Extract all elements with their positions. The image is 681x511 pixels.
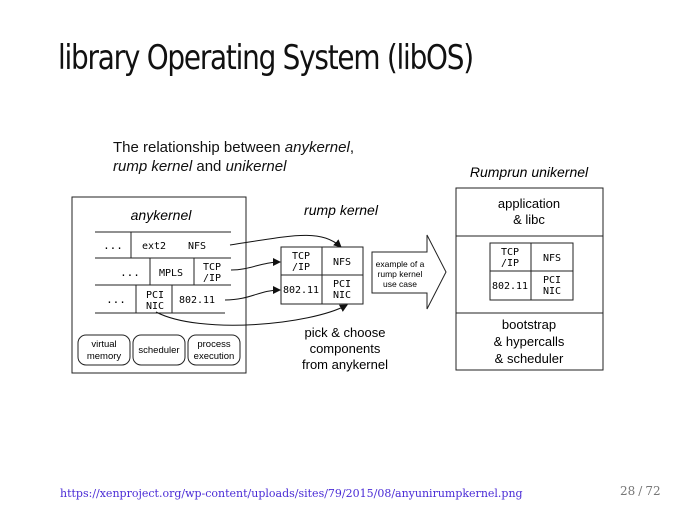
example-block-arrow (372, 235, 446, 309)
anykernel-title: anykernel (130, 207, 192, 223)
anykernel-pci-line1: PCI (145, 290, 165, 301)
process-execution-line2: execution (193, 351, 235, 362)
block-arrow-line3: use case (382, 279, 418, 289)
block-arrow-line1: example of a (375, 259, 425, 269)
anykernel-row2-dots: ... (120, 266, 140, 279)
anykernel-row1-dots: ... (103, 239, 123, 252)
rump-tcp-line2: /IP (291, 262, 311, 273)
rumprun-pci-line2: NIC (542, 286, 562, 297)
rump-pci-line2: NIC (332, 290, 352, 301)
rumprun-boot-line2: & hypercalls (493, 334, 565, 349)
rumprun-wifi: 802.11 (491, 281, 529, 292)
rump-nfs: NFS (332, 257, 352, 268)
rumprun-components (490, 243, 573, 300)
rumprun-box (456, 188, 603, 370)
arrow-nfs-to-rump (230, 235, 341, 247)
anykernel-box (72, 197, 246, 373)
page-total: 72 (645, 484, 661, 498)
rumprun-nfs: NFS (542, 253, 562, 264)
slide-title: library Operating System (libOS) (58, 38, 473, 78)
source-link[interactable]: https://xenproject.org/wp-content/uploads/sites/79/2015/08/anyunirumpkernel.png (60, 487, 523, 500)
rumprun-pci-line1: PCI (542, 275, 562, 286)
anykernel-mpls: MPLS (158, 268, 184, 279)
rumprun-tcp-line1: TCP (500, 247, 520, 258)
anykernel-row3-dots: ... (106, 293, 126, 306)
rump-kernel-title: rump kernel (304, 202, 378, 218)
diagram-heading-line2: rump kernel and unikernel (113, 158, 287, 175)
rumprun-app-line2: & libc (513, 212, 545, 227)
block-arrow-line2: rump kernel (377, 269, 423, 279)
page-current: 28 (620, 484, 636, 498)
anykernel-process-execution (188, 335, 240, 365)
scheduler-label: scheduler (138, 345, 180, 356)
anykernel-virtual-memory (78, 335, 130, 365)
anykernel-tcp-line2: /IP (202, 273, 222, 284)
diagram-heading-line1: The relationship between anykernel, (113, 139, 354, 156)
anykernel-pci-line2: NIC (145, 301, 165, 312)
virtual-memory-line2: memory (86, 351, 122, 362)
anykernel-wifi: 802.11 (178, 295, 216, 306)
rumprun-tcp-line2: /IP (500, 258, 520, 269)
anykernel-tcp-line1: TCP (202, 262, 222, 273)
rumprun-boot-line3: & scheduler (494, 351, 564, 366)
anykernel-scheduler (133, 335, 185, 365)
virtual-memory-line1: virtual (91, 339, 117, 350)
process-execution-line1: process (197, 339, 231, 350)
pick-choose-line3: from anykernel (302, 357, 388, 372)
pick-choose-line2: components (309, 341, 381, 356)
rumprun-app-line1: application (497, 196, 561, 211)
rump-pci-line1: PCI (332, 279, 352, 290)
rumprun-boot-line1: bootstrap (501, 317, 557, 332)
anykernel-nfs: NFS (187, 241, 207, 252)
rump-wifi: 802.11 (282, 285, 320, 296)
rump-kernel-box (281, 247, 363, 304)
rumprun-title: Rumprun unikernel (469, 164, 589, 180)
pick-choose-line1: pick & choose (304, 325, 386, 340)
page-counter: 28 / 72 (620, 484, 661, 498)
rump-tcp-line1: TCP (291, 251, 311, 262)
anykernel-ext2: ext2 (141, 241, 167, 252)
